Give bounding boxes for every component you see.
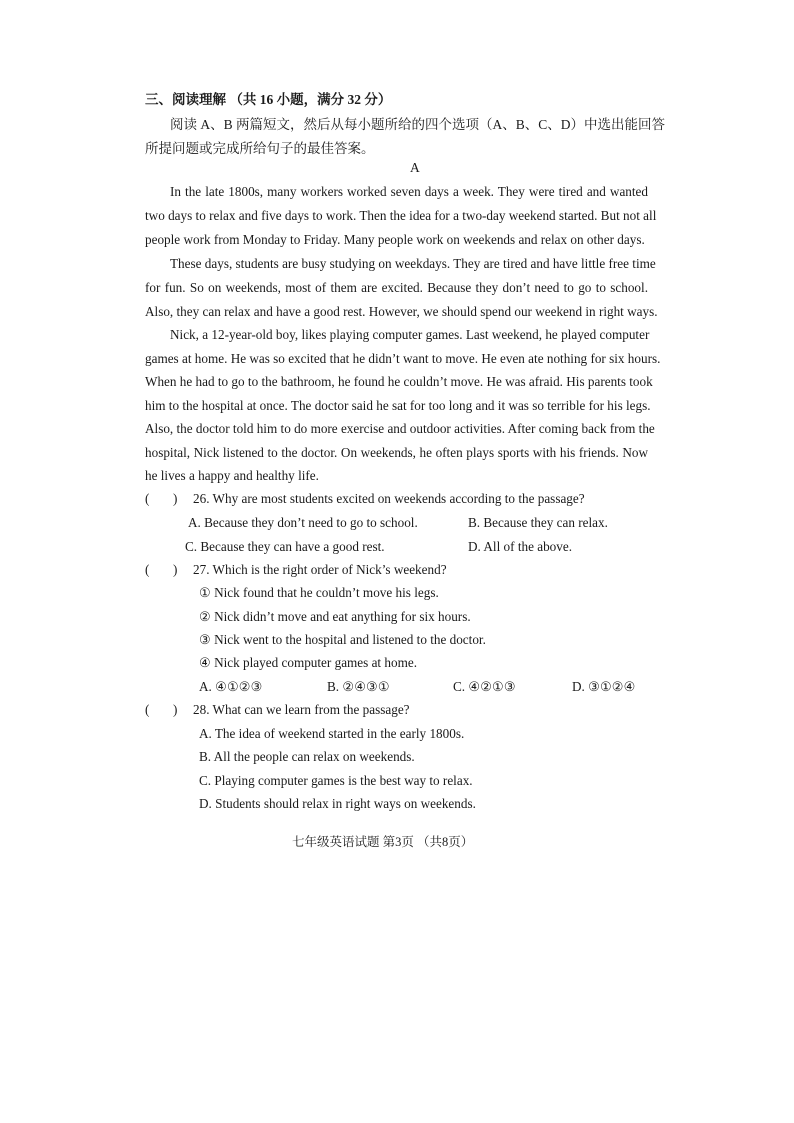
q28-option-b: B. All the people can relax on weekends. [199,749,415,764]
q27-event-3: ③ Nick went to the hospital and listened to the doctor. [199,632,486,647]
answer-blank-open: ( [145,702,150,717]
q26-option-a: A. Because they don’t need to go to school. [188,515,418,530]
answer-blank-close: ) [173,562,178,577]
q27-event-4: ④ Nick played computer games at home. [199,655,417,670]
question-27 [145,562,447,578]
q28-option-a: A. The idea of weekend started in the early 1800s. [199,726,465,741]
passage-line: two days to relax and five days to work. Then the idea for a two-day weekend started. But not all [145,208,657,223]
question-28-text: 28. What can we learn from the passage? [193,702,410,717]
question-26-text: 26. Why are most students excited on weekends according to the passage? [193,491,585,506]
passage-line: When he had to go to the bathroom, he found he couldn’t move. He was afraid. His parents took [145,374,653,389]
answer-blank-close: ) [173,702,178,717]
page-footer: 七年级英语试题 第3页 （共8页） [292,835,474,849]
answer-blank-open: ( [145,491,150,506]
question-26 [145,491,585,507]
passage-line: hospital, Nick listened to the doctor. On weekends, he often plays sports with his friends. Now [145,445,648,460]
passage-line: games at home. He was so excited that he didn’t want to move. He even ate nothing for six hours. [145,351,661,366]
passage-line: for fun. So on weekends, most of them are excited. Because they don’t need to go to school. [145,280,648,295]
q28-option-d: D. Students should relax in right ways on weekends. [199,796,476,811]
answer-blank-close: ) [173,491,178,506]
q26-option-d: D. All of the above. [468,539,573,554]
instruction-line-1: 阅读 A、B 两篇短文，然后从每小题所给的四个选项（A、B、C、D）中选出能回答 [170,117,666,132]
q27-option-c: C. ④②①③ [453,679,516,694]
passage-line: Nick, a 12-year-old boy, likes playing computer games. Last weekend, he played computer [170,327,650,342]
passage-line: Also, the doctor told him to do more exercise and outdoor activities. After coming back from the [145,421,655,436]
q27-option-d: D. ③①②④ [572,679,636,694]
section-title: 三、阅读理解 （共 16 小题，满分 32 分） [145,92,392,107]
q28-option-c: C. Playing computer games is the best way to relax. [199,773,473,788]
passage-line: These days, students are busy studying on weekdays. They are tired and have little free time [170,256,656,271]
q27-event-2: ② Nick didn’t move and eat anything for six hours. [199,609,471,624]
question-27-text: 27. Which is the right order of Nick’s weekend? [193,562,447,577]
answer-blank-open: ( [145,562,150,577]
instruction-line-2: 所提问题或完成所给句子的最佳答案。 [145,141,375,156]
q27-option-b: B. ②④③① [327,679,390,694]
question-28 [145,702,410,718]
passage-label: A [410,160,420,175]
passage-line: people work from Monday to Friday. Many people work on weekends and relax on other days. [145,232,645,247]
q26-option-b: B. Because they can relax. [468,515,608,530]
passage-line: him to the hospital at once. The doctor said he sat for too long and it was so terrible for his legs. [145,398,651,413]
q27-event-1: ① Nick found that he couldn’t move his legs. [199,585,439,600]
q26-option-c: C. Because they can have a good rest. [185,539,385,554]
q27-option-a: A. ④①②③ [199,679,263,694]
passage-line: In the late 1800s, many workers worked seven days a week. They were tired and wanted [170,184,648,199]
passage-line: Also, they can relax and have a good rest. However, we should spend our weekend in right ways. [145,304,658,319]
passage-line: he lives a happy and healthy life. [145,468,319,483]
